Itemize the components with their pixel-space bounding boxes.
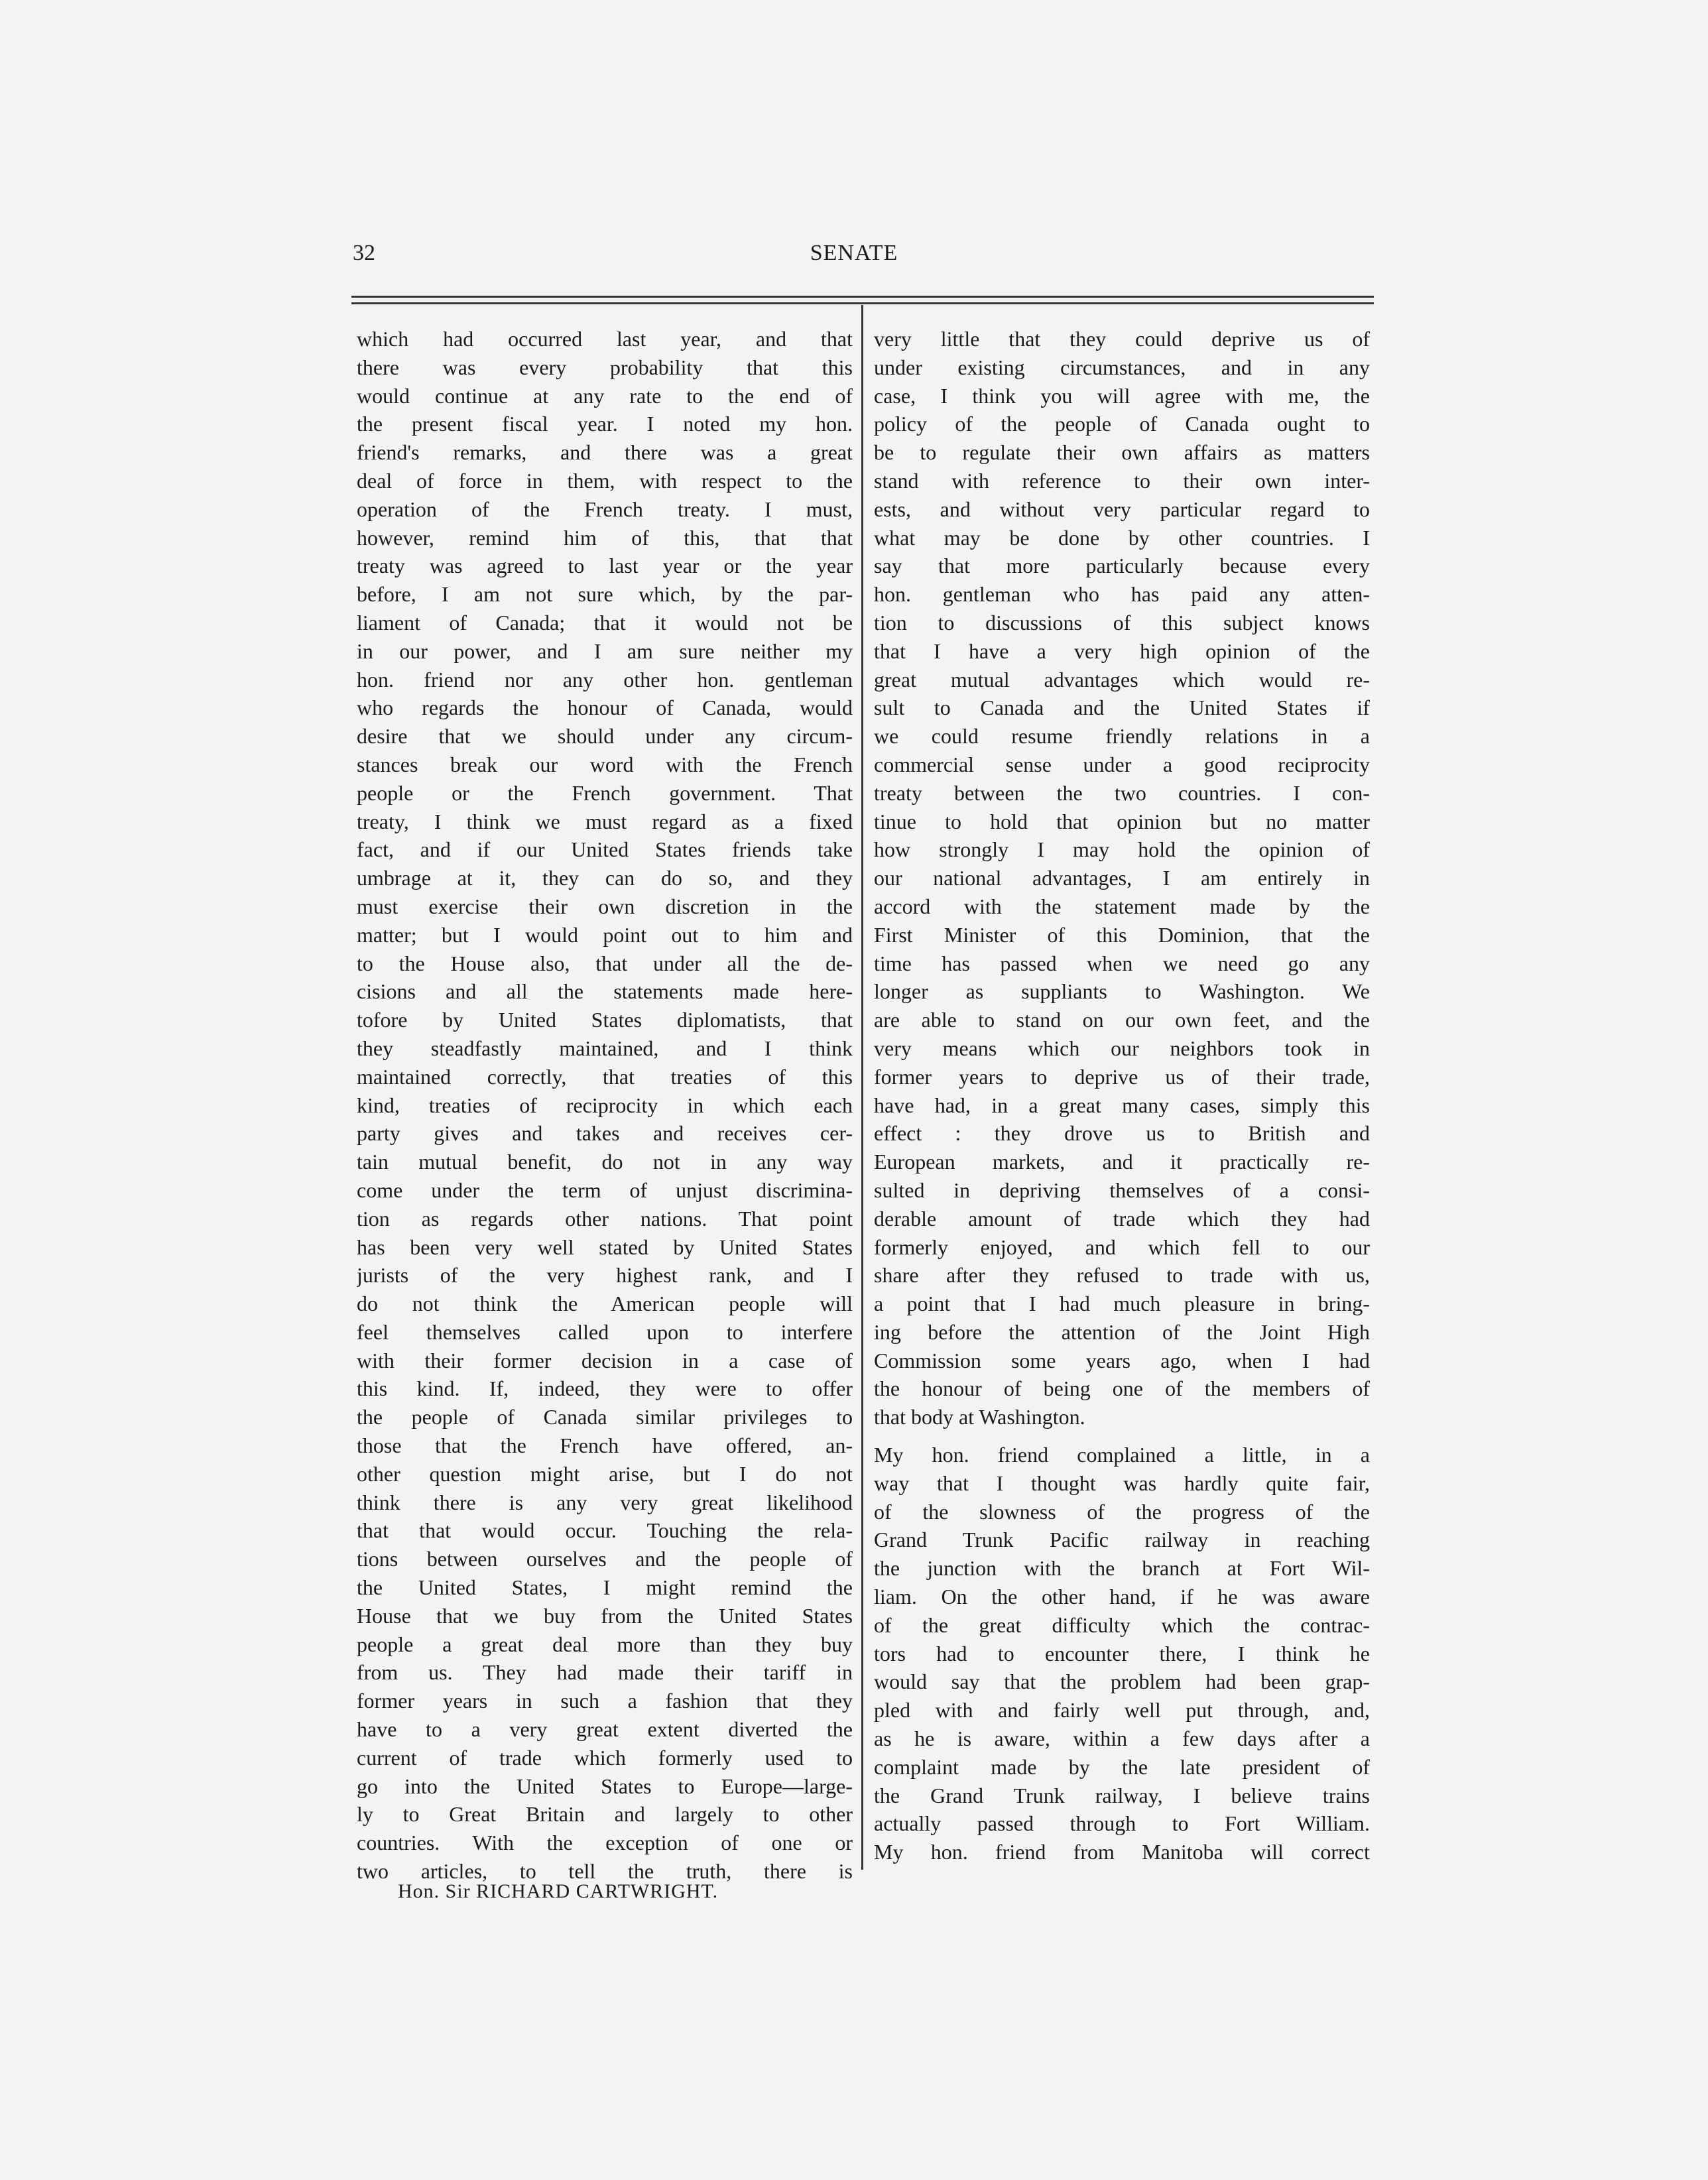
text-line: of the great difficulty which the contrac- xyxy=(874,1612,1370,1637)
speaker-footer: Hon. Sir RICHARD CARTWRIGHT. xyxy=(398,1880,719,1902)
text-line: ing before the attention of the Joint High xyxy=(874,1319,1370,1344)
text-line: formerly enjoyed, and which fell to our xyxy=(874,1235,1370,1259)
text-line: be to regulate their own affairs as matters xyxy=(874,440,1370,465)
text-line: House that we buy from the United States xyxy=(357,1603,853,1628)
text-line: sult to Canada and the United States if xyxy=(874,696,1370,720)
text-line: of the slowness of the progress of the xyxy=(874,1499,1370,1524)
text-line: former years in such a fashion that they xyxy=(357,1689,853,1713)
text-line: deal of force in them, with respect to the xyxy=(357,468,853,493)
text-line: the present fiscal year. I noted my hon. xyxy=(357,412,853,436)
text-line: treaty, I think we must regard as a fixed xyxy=(357,809,853,833)
running-head: SENATE xyxy=(810,241,898,265)
text-line: before, I am not sure which, by the par- xyxy=(357,582,853,607)
text-line: complaint made by the late president of xyxy=(874,1754,1370,1779)
text-line: tions between ourselves and the people of xyxy=(357,1547,853,1571)
text-line: policy of the people of Canada ought to xyxy=(874,412,1370,436)
text-line: fact, and if our United States friends take xyxy=(357,837,853,862)
text-line: which had occurred last year, and that xyxy=(357,327,853,351)
text-line: this kind. If, indeed, they were to offer xyxy=(357,1376,853,1401)
text-line: tors had to encounter there, I think he xyxy=(874,1641,1370,1665)
text-line: accord with the statement made by the xyxy=(874,894,1370,918)
text-line: that I have a very high opinion of the xyxy=(874,638,1370,663)
text-line: would continue at any rate to the end of xyxy=(357,383,853,408)
text-line: hon. friend nor any other hon. gentleman xyxy=(357,667,853,692)
text-line: treaty between the two countries. I con- xyxy=(874,780,1370,805)
text-line: go into the United States to Europe—large- xyxy=(357,1774,853,1798)
text-line: we could resume friendly relations in a xyxy=(874,724,1370,749)
text-line: there was every probability that this xyxy=(357,355,853,379)
page-number: 32 xyxy=(353,241,375,265)
text-line: maintained correctly, that treaties of this xyxy=(357,1064,853,1089)
paragraph-gap xyxy=(874,1431,1370,1441)
column-divider xyxy=(861,305,863,1870)
text-line: the people of Canada similar privileges to xyxy=(357,1405,853,1429)
text-line: My hon. friend complained a little, in a xyxy=(874,1443,1370,1467)
text-line: in our power, and I am sure neither my xyxy=(357,638,853,663)
text-line: great mutual advantages which would re- xyxy=(874,667,1370,692)
text-line: however, remind him of this, that that xyxy=(357,525,853,550)
text-line: My hon. friend from Manitoba will correct xyxy=(874,1840,1370,1864)
text-line: feel themselves called upon to interfere xyxy=(357,1319,853,1344)
text-line: very means which our neighbors took in xyxy=(874,1036,1370,1060)
text-line: are able to stand on our own feet, and the xyxy=(874,1008,1370,1032)
text-line: stances break our word with the French xyxy=(357,752,853,776)
text-line: cisions and all the statements made here- xyxy=(357,979,853,1004)
text-line: time has passed when we need go any xyxy=(874,951,1370,975)
text-line: jurists of the very highest rank, and I xyxy=(357,1263,853,1288)
text-line: liament of Canada; that it would not be xyxy=(357,610,853,635)
text-line: the United States, I might remind the xyxy=(357,1575,853,1600)
text-line: people or the French government. That xyxy=(357,780,853,805)
text-line: our national advantages, I am entirely in xyxy=(874,866,1370,890)
text-line: stand with reference to their own inter- xyxy=(874,468,1370,493)
text-line: the honour of being one of the members of xyxy=(874,1376,1370,1401)
text-line: First Minister of this Dominion, that the xyxy=(874,922,1370,947)
text-line: that body at Washington. xyxy=(874,1405,1085,1429)
text-line: hon. gentleman who has paid any atten- xyxy=(874,582,1370,607)
text-line: other question might arise, but I do not xyxy=(357,1461,853,1486)
text-line: a point that I had much pleasure in bring- xyxy=(874,1292,1370,1316)
text-line: with their former decision in a case of xyxy=(357,1348,853,1372)
text-line: friend's remarks, and there was a great xyxy=(357,440,853,465)
text-line: come under the term of unjust discrimina- xyxy=(357,1178,853,1202)
text-line: must exercise their own discretion in the xyxy=(357,894,853,918)
text-line: very little that they could deprive us of xyxy=(874,327,1370,351)
text-line: tain mutual benefit, do not in any way xyxy=(357,1150,853,1174)
text-line: they steadfastly maintained, and I think xyxy=(357,1036,853,1060)
text-line: longer as suppliants to Washington. We xyxy=(874,979,1370,1004)
text-line: operation of the French treaty. I must, xyxy=(357,497,853,521)
text-line: countries. With the exception of one or xyxy=(357,1831,853,1855)
text-line: under existing circumstances, and in any xyxy=(874,355,1370,379)
text-line: tion as regards other nations. That point xyxy=(357,1206,853,1231)
text-line: desire that we should under any circum- xyxy=(357,724,853,749)
text-line: have to a very great extent diverted the xyxy=(357,1717,853,1742)
text-line: Grand Trunk Pacific railway in reaching xyxy=(874,1528,1370,1552)
text-line: tinue to hold that opinion but no matter xyxy=(874,809,1370,833)
text-line: two articles, to tell the truth, there is xyxy=(357,1859,853,1884)
text-line: to the House also, that under all the de- xyxy=(357,951,853,975)
text-line: case, I think you will agree with me, the xyxy=(874,383,1370,408)
left-column xyxy=(357,325,853,1886)
text-line: how strongly I may hold the opinion of xyxy=(874,837,1370,862)
text-line: the Grand Trunk railway, I believe trains xyxy=(874,1783,1370,1807)
text-line: tion to discussions of this subject knows xyxy=(874,610,1370,635)
text-line: Commission some years ago, when I had xyxy=(874,1348,1370,1372)
text-line: share after they refused to trade with us, xyxy=(874,1263,1370,1288)
text-line: the junction with the branch at Fort Wil- xyxy=(874,1556,1370,1581)
text-line: party gives and takes and receives cer- xyxy=(357,1121,853,1146)
text-line: actually passed through to Fort William. xyxy=(874,1811,1370,1836)
text-line: would say that the problem had been grap- xyxy=(874,1669,1370,1694)
text-line: effect : they drove us to British and xyxy=(874,1121,1370,1146)
text-line: tofore by United States diplomatists, that xyxy=(357,1008,853,1032)
text-line: commercial sense under a good reciprocity xyxy=(874,752,1370,776)
text-line: ly to Great Britain and largely to other xyxy=(357,1802,853,1827)
header-rule-bottom xyxy=(351,302,1374,304)
text-line: from us. They had made their tariff in xyxy=(357,1660,853,1685)
text-line: who regards the honour of Canada, would xyxy=(357,696,853,720)
text-line: do not think the American people will xyxy=(357,1292,853,1316)
text-line: umbrage at it, they can do so, and they xyxy=(357,866,853,890)
text-line: people a great deal more than they buy xyxy=(357,1632,853,1656)
text-line: pled with and fairly well put through, and, xyxy=(874,1698,1370,1723)
text-line: matter; but I would point out to him and xyxy=(357,922,853,947)
text-line: kind, treaties of reciprocity in which each xyxy=(357,1093,853,1117)
text-line: European markets, and it practically re- xyxy=(874,1150,1370,1174)
text-line: that that would occur. Touching the rela- xyxy=(357,1518,853,1543)
text-line: way that I thought was hardly quite fair, xyxy=(874,1471,1370,1495)
text-line: what may be done by other countries. I xyxy=(874,525,1370,550)
text-line: have had, in a great many cases, simply this xyxy=(874,1093,1370,1117)
text-line: those that the French have offered, an- xyxy=(357,1433,853,1458)
text-line: think there is any very great likelihood xyxy=(357,1490,853,1514)
text-line: treaty was agreed to last year or the year xyxy=(357,554,853,578)
text-line: sulted in depriving themselves of a consi- xyxy=(874,1178,1370,1202)
text-line: former years to deprive us of their trade, xyxy=(874,1064,1370,1089)
text-line: say that more particularly because every xyxy=(874,554,1370,578)
text-line: liam. On the other hand, if he was aware xyxy=(874,1585,1370,1609)
text-line: ests, and without very particular regard to xyxy=(874,497,1370,521)
text-line: as he is aware, within a few days after a xyxy=(874,1726,1370,1751)
text-line: derable amount of trade which they had xyxy=(874,1206,1370,1231)
text-line: current of trade which formerly used to xyxy=(357,1745,853,1770)
text-line: has been very well stated by United States xyxy=(357,1235,853,1259)
right-column xyxy=(874,325,1370,1866)
header-rule-top xyxy=(351,296,1374,298)
